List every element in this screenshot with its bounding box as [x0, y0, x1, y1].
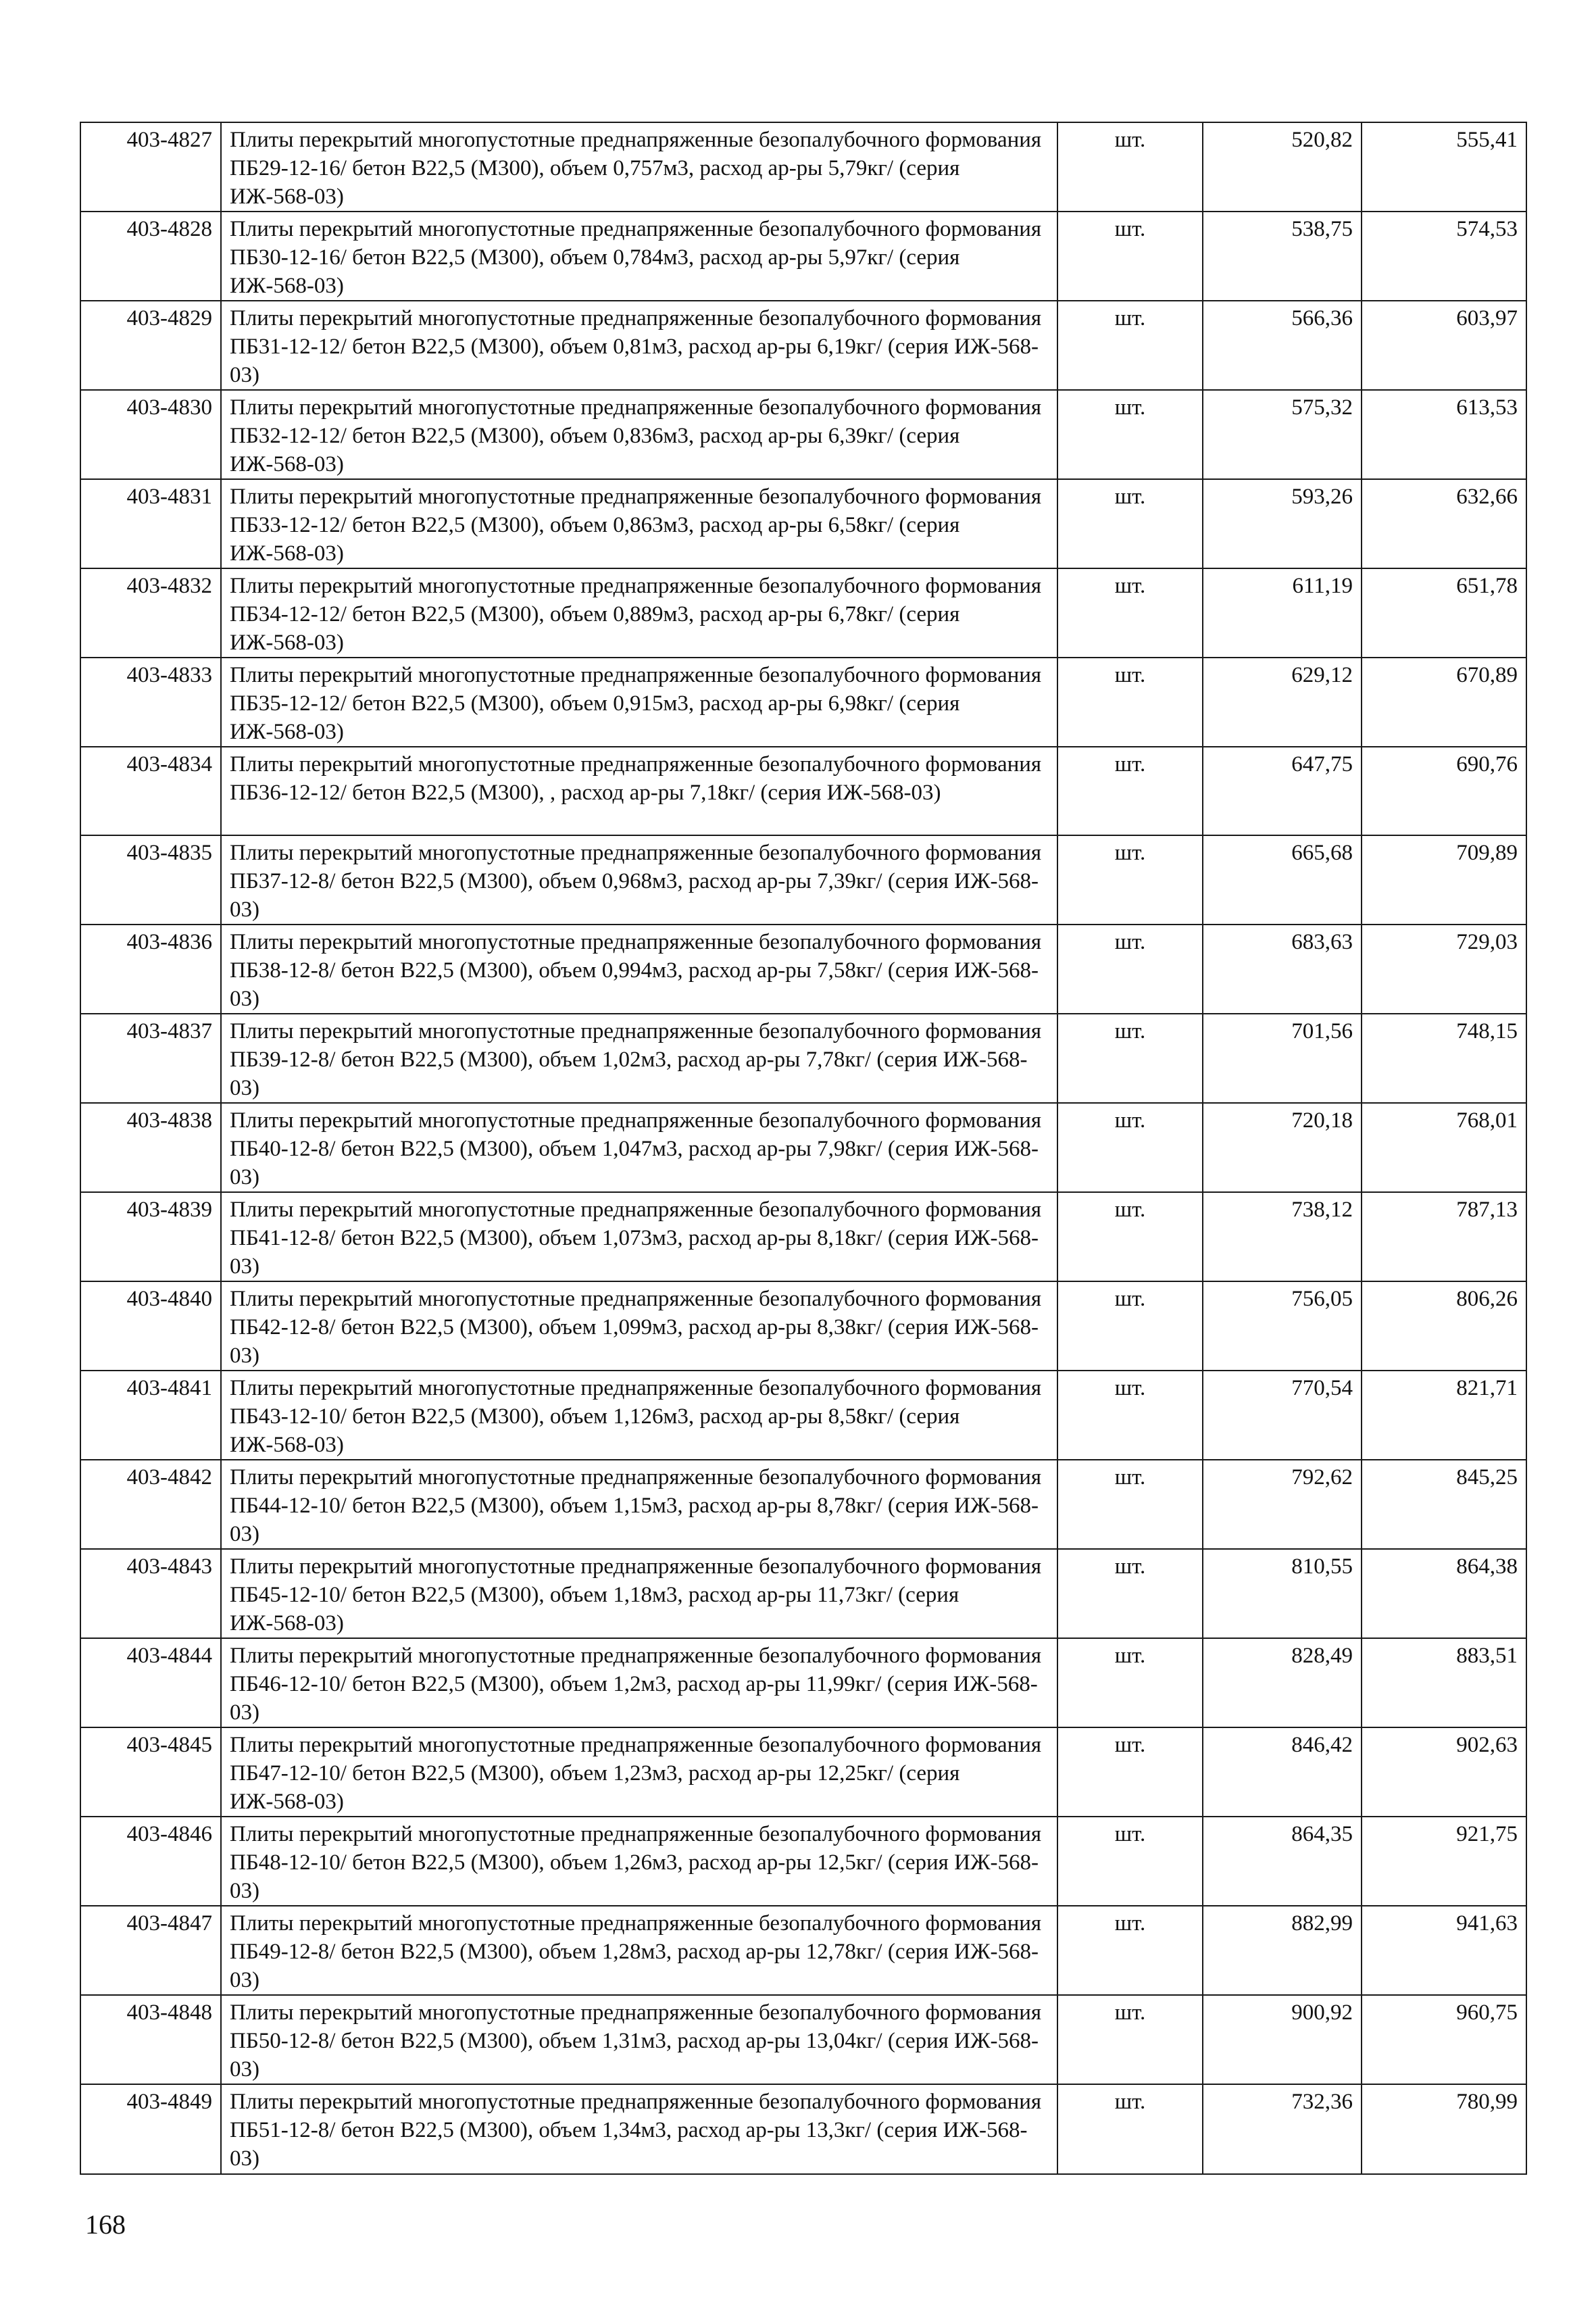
item-unit: шт. [1057, 925, 1203, 1014]
item-unit: шт. [1057, 1014, 1203, 1103]
table-row [80, 479, 1526, 568]
item-code: 403-4832 [80, 568, 221, 658]
item-description: Плиты перекрытий многопустотные преднапряженные безопалубочного формования ПБ44-12-10/ бетон В22,5 (М300), объем 1,15м3, расход ар-ры 8,78кг/ (серия ИЖ-568-03) [221, 1460, 1057, 1549]
item-code: 403-4847 [80, 1906, 221, 1995]
item-price-2: 780,99 [1362, 2084, 1526, 2174]
item-price-2: 921,75 [1362, 1817, 1526, 1906]
item-price-2: 709,89 [1362, 835, 1526, 925]
item-price-2: 670,89 [1362, 658, 1526, 747]
item-description: Плиты перекрытий многопустотные преднапряженные безопалубочного формования ПБ49-12-8/ бетон В22,5 (М300), объем 1,28м3, расход ар-ры 12,78кг/ (серия ИЖ-568-03) [221, 1906, 1057, 1995]
item-code: 403-4830 [80, 390, 221, 479]
item-price-1: 665,68 [1203, 835, 1362, 925]
item-unit: шт. [1057, 212, 1203, 301]
item-price-1: 900,92 [1203, 1995, 1362, 2084]
item-unit: шт. [1057, 1727, 1203, 1817]
item-price-1: 882,99 [1203, 1906, 1362, 1995]
table-row [80, 1817, 1526, 1906]
item-code: 403-4845 [80, 1727, 221, 1817]
item-description: Плиты перекрытий многопустотные преднапряженные безопалубочного формования ПБ33-12-12/ бетон В22,5 (М300), объем 0,863м3, расход ар-ры 6,58кг/ (серия ИЖ-568-03) [221, 479, 1057, 568]
item-price-2: 603,97 [1362, 301, 1526, 390]
item-code: 403-4840 [80, 1281, 221, 1371]
item-unit: шт. [1057, 301, 1203, 390]
item-price-2: 864,38 [1362, 1549, 1526, 1638]
item-unit: шт. [1057, 1549, 1203, 1638]
item-unit: шт. [1057, 2084, 1203, 2174]
item-unit: шт. [1057, 479, 1203, 568]
item-code: 403-4841 [80, 1371, 221, 1460]
table-row [80, 1549, 1526, 1638]
item-unit: шт. [1057, 1371, 1203, 1460]
item-unit: шт. [1057, 1281, 1203, 1371]
item-code: 403-4844 [80, 1638, 221, 1727]
table-row [80, 1727, 1526, 1817]
item-price-1: 756,05 [1203, 1281, 1362, 1371]
item-price-2: 555,41 [1362, 122, 1526, 212]
item-code: 403-4836 [80, 925, 221, 1014]
item-price-1: 770,54 [1203, 1371, 1362, 1460]
item-code: 403-4831 [80, 479, 221, 568]
item-price-1: 864,35 [1203, 1817, 1362, 1906]
table-row [80, 1281, 1526, 1371]
table-row [80, 212, 1526, 301]
table-row [80, 925, 1526, 1014]
item-unit: шт. [1057, 122, 1203, 212]
item-description: Плиты перекрытий многопустотные преднапряженные безопалубочного формования ПБ36-12-12/ бетон В22,5 (М300), , расход ар-ры 7,18кг/ (серия ИЖ-568-03) [221, 747, 1057, 835]
table-row [80, 122, 1526, 212]
item-code: 403-4838 [80, 1103, 221, 1192]
item-price-1: 538,75 [1203, 212, 1362, 301]
item-code: 403-4835 [80, 835, 221, 925]
item-description: Плиты перекрытий многопустотные преднапряженные безопалубочного формования ПБ51-12-8/ бетон В22,5 (М300), объем 1,34м3, расход ар-ры 13,3кг/ (серия ИЖ-568-03) [221, 2084, 1057, 2174]
item-price-1: 575,32 [1203, 390, 1362, 479]
item-description: Плиты перекрытий многопустотные преднапряженные безопалубочного формования ПБ43-12-10/ бетон В22,5 (М300), объем 1,126м3, расход ар-ры 8,58кг/ (серия ИЖ-568-03) [221, 1371, 1057, 1460]
item-price-1: 810,55 [1203, 1549, 1362, 1638]
item-price-2: 883,51 [1362, 1638, 1526, 1727]
item-price-2: 574,53 [1362, 212, 1526, 301]
item-unit: шт. [1057, 1638, 1203, 1727]
item-description: Плиты перекрытий многопустотные преднапряженные безопалубочного формования ПБ34-12-12/ бетон В22,5 (М300), объем 0,889м3, расход ар-ры 6,78кг/ (серия ИЖ-568-03) [221, 568, 1057, 658]
item-price-2: 787,13 [1362, 1192, 1526, 1281]
item-code: 403-4829 [80, 301, 221, 390]
table-row [80, 1371, 1526, 1460]
item-description: Плиты перекрытий многопустотные преднапряженные безопалубочного формования ПБ38-12-8/ бетон В22,5 (М300), объем 0,994м3, расход ар-ры 7,58кг/ (серия ИЖ-568-03) [221, 925, 1057, 1014]
table-row [80, 1995, 1526, 2084]
item-price-1: 738,12 [1203, 1192, 1362, 1281]
item-price-2: 902,63 [1362, 1727, 1526, 1817]
item-price-1: 720,18 [1203, 1103, 1362, 1192]
item-price-1: 611,19 [1203, 568, 1362, 658]
item-unit: шт. [1057, 1192, 1203, 1281]
table-row [80, 1192, 1526, 1281]
item-price-2: 729,03 [1362, 925, 1526, 1014]
item-price-2: 960,75 [1362, 1995, 1526, 2084]
item-description: Плиты перекрытий многопустотные преднапряженные безопалубочного формования ПБ40-12-8/ бетон В22,5 (М300), объем 1,047м3, расход ар-ры 7,98кг/ (серия ИЖ-568-03) [221, 1103, 1057, 1192]
item-description: Плиты перекрытий многопустотные преднапряженные безопалубочного формования ПБ31-12-12/ бетон В22,5 (М300), объем 0,81м3, расход ар-ры 6,19кг/ (серия ИЖ-568-03) [221, 301, 1057, 390]
item-code: 403-4827 [80, 122, 221, 212]
table-row [80, 1103, 1526, 1192]
item-price-2: 845,25 [1362, 1460, 1526, 1549]
table-row [80, 1460, 1526, 1549]
item-description: Плиты перекрытий многопустотные преднапряженные безопалубочного формования ПБ29-12-16/ бетон В22,5 (М300), объем 0,757м3, расход ар-ры 5,79кг/ (серия ИЖ-568-03) [221, 122, 1057, 212]
item-code: 403-4828 [80, 212, 221, 301]
price-table [80, 122, 1527, 2175]
item-price-1: 792,62 [1203, 1460, 1362, 1549]
item-description: Плиты перекрытий многопустотные преднапряженные безопалубочного формования ПБ30-12-16/ бетон В22,5 (М300), объем 0,784м3, расход ар-ры 5,97кг/ (серия ИЖ-568-03) [221, 212, 1057, 301]
item-description: Плиты перекрытий многопустотные преднапряженные безопалубочного формования ПБ41-12-8/ бетон В22,5 (М300), объем 1,073м3, расход ар-ры 8,18кг/ (серия ИЖ-568-03) [221, 1192, 1057, 1281]
item-description: Плиты перекрытий многопустотные преднапряженные безопалубочного формования ПБ37-12-8/ бетон В22,5 (М300), объем 0,968м3, расход ар-ры 7,39кг/ (серия ИЖ-568-03) [221, 835, 1057, 925]
item-price-2: 768,01 [1362, 1103, 1526, 1192]
item-price-1: 647,75 [1203, 747, 1362, 835]
item-price-2: 651,78 [1362, 568, 1526, 658]
item-price-1: 846,42 [1203, 1727, 1362, 1817]
item-price-2: 748,15 [1362, 1014, 1526, 1103]
item-code: 403-4846 [80, 1817, 221, 1906]
table-row [80, 658, 1526, 747]
item-price-1: 593,26 [1203, 479, 1362, 568]
item-unit: шт. [1057, 1460, 1203, 1549]
table-row [80, 301, 1526, 390]
item-unit: шт. [1057, 1103, 1203, 1192]
item-price-1: 566,36 [1203, 301, 1362, 390]
item-price-1: 683,63 [1203, 925, 1362, 1014]
table-row [80, 1014, 1526, 1103]
item-code: 403-4842 [80, 1460, 221, 1549]
table-row [80, 2084, 1526, 2174]
item-description: Плиты перекрытий многопустотные преднапряженные безопалубочного формования ПБ42-12-8/ бетон В22,5 (М300), объем 1,099м3, расход ар-ры 8,38кг/ (серия ИЖ-568-03) [221, 1281, 1057, 1371]
item-price-1: 732,36 [1203, 2084, 1362, 2174]
item-unit: шт. [1057, 835, 1203, 925]
item-description: Плиты перекрытий многопустотные преднапряженные безопалубочного формования ПБ46-12-10/ бетон В22,5 (М300), объем 1,2м3, расход ар-ры 11,99кг/ (серия ИЖ-568-03) [221, 1638, 1057, 1727]
item-price-2: 941,63 [1362, 1906, 1526, 1995]
table-row [80, 1906, 1526, 1995]
item-price-2: 632,66 [1362, 479, 1526, 568]
item-code: 403-4837 [80, 1014, 221, 1103]
item-price-2: 690,76 [1362, 747, 1526, 835]
item-price-1: 520,82 [1203, 122, 1362, 212]
item-unit: шт. [1057, 1995, 1203, 2084]
table-body [80, 122, 1526, 2174]
item-code: 403-4833 [80, 658, 221, 747]
item-code: 403-4834 [80, 747, 221, 835]
item-code: 403-4848 [80, 1995, 221, 2084]
item-price-1: 629,12 [1203, 658, 1362, 747]
item-unit: шт. [1057, 1906, 1203, 1995]
table-row [80, 568, 1526, 658]
table-row [80, 390, 1526, 479]
item-price-1: 701,56 [1203, 1014, 1362, 1103]
item-price-2: 613,53 [1362, 390, 1526, 479]
item-code: 403-4843 [80, 1549, 221, 1638]
table-row [80, 1638, 1526, 1727]
item-description: Плиты перекрытий многопустотные преднапряженные безопалубочного формования ПБ39-12-8/ бетон В22,5 (М300), объем 1,02м3, расход ар-ры 7,78кг/ (серия ИЖ-568-03) [221, 1014, 1057, 1103]
item-unit: шт. [1057, 568, 1203, 658]
item-price-2: 821,71 [1362, 1371, 1526, 1460]
item-unit: шт. [1057, 1817, 1203, 1906]
item-unit: шт. [1057, 390, 1203, 479]
item-description: Плиты перекрытий многопустотные преднапряженные безопалубочного формования ПБ35-12-12/ бетон В22,5 (М300), объем 0,915м3, расход ар-ры 6,98кг/ (серия ИЖ-568-03) [221, 658, 1057, 747]
item-description: Плиты перекрытий многопустотные преднапряженные безопалубочного формования ПБ45-12-10/ бетон В22,5 (М300), объем 1,18м3, расход ар-ры 11,73кг/ (серия ИЖ-568-03) [221, 1549, 1057, 1638]
table-row [80, 747, 1526, 835]
item-code: 403-4849 [80, 2084, 221, 2174]
item-description: Плиты перекрытий многопустотные преднапряженные безопалубочного формования ПБ32-12-12/ бетон В22,5 (М300), объем 0,836м3, расход ар-ры 6,39кг/ (серия ИЖ-568-03) [221, 390, 1057, 479]
item-code: 403-4839 [80, 1192, 221, 1281]
item-description: Плиты перекрытий многопустотные преднапряженные безопалубочного формования ПБ48-12-10/ бетон В22,5 (М300), объем 1,26м3, расход ар-ры 12,5кг/ (серия ИЖ-568-03) [221, 1817, 1057, 1906]
item-unit: шт. [1057, 747, 1203, 835]
item-description: Плиты перекрытий многопустотные преднапряженные безопалубочного формования ПБ50-12-8/ бетон В22,5 (М300), объем 1,31м3, расход ар-ры 13,04кг/ (серия ИЖ-568-03) [221, 1995, 1057, 2084]
item-price-2: 806,26 [1362, 1281, 1526, 1371]
item-description: Плиты перекрытий многопустотные преднапряженные безопалубочного формования ПБ47-12-10/ бетон В22,5 (М300), объем 1,23м3, расход ар-ры 12,25кг/ (серия ИЖ-568-03) [221, 1727, 1057, 1817]
item-unit: шт. [1057, 658, 1203, 747]
page-number: 168 [85, 2209, 126, 2240]
table-row [80, 835, 1526, 925]
item-price-1: 828,49 [1203, 1638, 1362, 1727]
